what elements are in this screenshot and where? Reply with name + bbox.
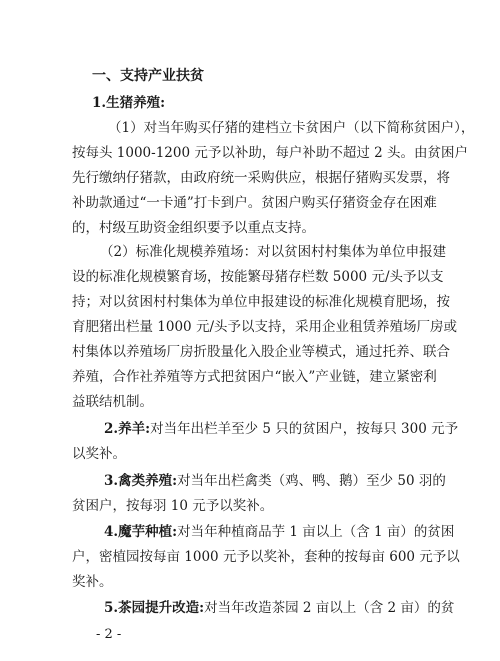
item-heading-konjac: 4.魔芋种植: (104, 524, 178, 540)
paragraph-line: 贫困户，按每羽 10 元予以奖补。 (72, 498, 274, 514)
paragraph-line: 补助款通过“一卡通”打卡到户。贫困户购买仔猪资金存在困难 (72, 195, 437, 211)
paragraph-line: （1）对当年购买仔猪的建档立卡贫困户（以下简称贫困户）， (108, 120, 475, 136)
item-text: 对当年种植商品芋 1 亩以上（含 1 亩）的贫困 (177, 524, 455, 540)
paragraph-line: 村集体以养殖场厂房折股量化入股企业等模式，通过托养、联合 (72, 344, 450, 360)
paragraph-line: 养殖，合作社养殖等方式把贫困户“嵌入”产业链，建立紧密利 (72, 369, 437, 385)
item-poultry (104, 471, 446, 491)
item-heading-poultry: 3.禽类养殖: (104, 473, 178, 489)
paragraph-line: 先行缴纳仔猪款，由政府统一采购供应，根据仔猪购买发票，将 (72, 170, 450, 186)
paragraph-line: 按每头 1000-1200 元予以补助，每户补助不超过 2 头。由贫困户 (72, 145, 469, 161)
paragraph-line: 益联结机制。 (72, 394, 153, 410)
paragraph-line: 的，村级互助资金组织要予以重点支持。 (72, 220, 315, 236)
paragraph-line: 设的标准化规模繁育场，按能繁母猪存栏数 5000 元/头予以支 (72, 269, 444, 285)
paragraph-line: 育肥猪出栏量 1000 元/头予以支持，采用企业租赁养殖场厂房或 (72, 319, 457, 335)
item-text: 对当年出栏禽类（鸡、鸭、鹅）至少 50 羽的 (177, 473, 446, 489)
item-heading-sheep: 2.养羊: (104, 421, 151, 437)
section-title: 一、支持产业扶贫 (92, 68, 204, 84)
paragraph-line: 奖补。 (72, 574, 113, 590)
paragraph-line: 持；对以贫困村村集体为单位申报建设的标准化规模育肥场，按 (72, 294, 450, 310)
item-text: 对当年改造茶园 2 亩以上（含 2 亩）的贫 (204, 600, 455, 616)
item-heading-tea: 5.茶园提升改造: (104, 600, 205, 616)
item-konjac (104, 522, 454, 542)
item-sheep (104, 419, 458, 439)
paragraph-line: （2）标准化规模养殖场：对以贫困村村集体为单位申报建 (100, 244, 447, 260)
item-text: 对当年出栏羊至少 5 只的贫困户，按每只 300 元予 (150, 421, 459, 437)
page-number: - 2 - (96, 627, 122, 642)
paragraph-line: 户，密植园按每亩 1000 元予以奖补，套种的按每亩 600 元予以 (72, 549, 460, 565)
paragraph-line: 以奖补。 (72, 446, 126, 462)
item-heading-pig: 1.生猪养殖: (92, 95, 166, 111)
item-tea (104, 598, 454, 618)
